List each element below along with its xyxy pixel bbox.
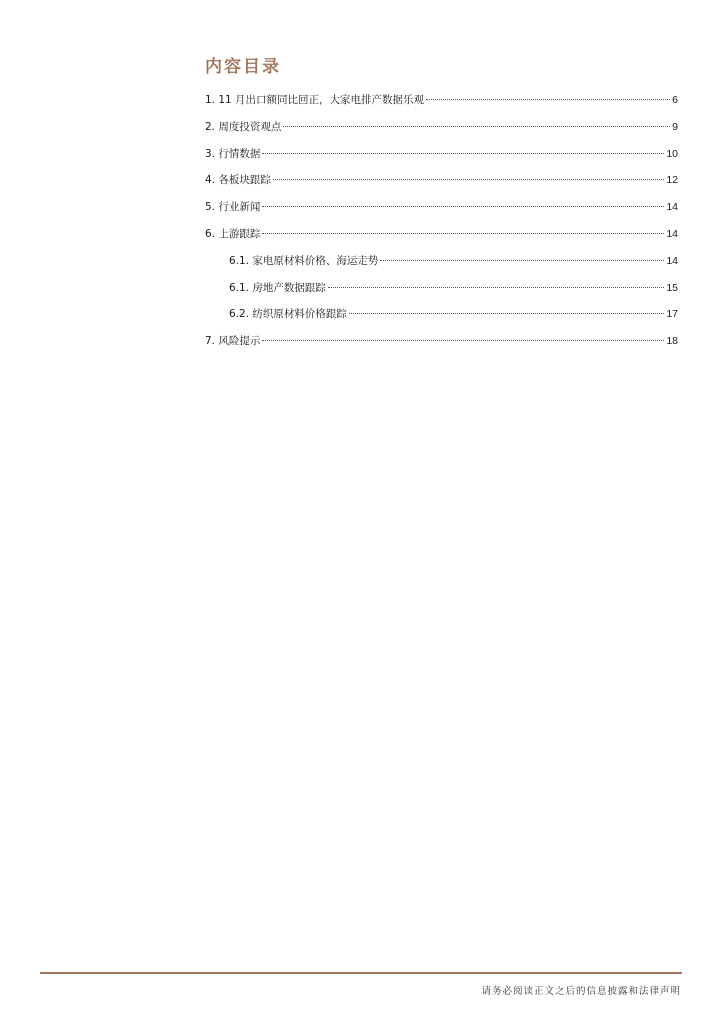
toc-entry[interactable] [205, 200, 678, 227]
toc-subentry[interactable] [205, 281, 678, 308]
toc-entry[interactable] [205, 120, 678, 147]
toc-dot-leader [273, 179, 664, 180]
toc-subentry[interactable] [205, 254, 678, 281]
toc-dot-leader [380, 260, 664, 261]
toc-entry[interactable] [205, 147, 678, 174]
toc-entry-label: 5. 行业新闻 [205, 201, 261, 214]
toc-entry-label: 7. 风险提示 [205, 335, 261, 348]
toc-dot-leader [262, 206, 664, 207]
toc-dot-leader [262, 340, 664, 341]
toc-entry-page: 10 [666, 147, 678, 160]
toc-dot-leader [262, 233, 664, 234]
toc-entry-label: 1. 11 月出口额同比回正，大家电排产数据乐观 [205, 94, 425, 106]
toc-entry-label: 3. 行情数据 [205, 147, 261, 160]
toc-entry[interactable] [205, 334, 678, 361]
toc-entry-label: 6.1. 家电原材料价格、海运走势 [229, 254, 379, 267]
toc-entry-label: 6. 上游跟踪 [205, 227, 261, 240]
toc-dot-leader [262, 153, 664, 154]
toc-entry-page: 9 [672, 120, 678, 133]
toc-entry-label: 4. 各板块跟踪 [205, 174, 271, 187]
toc-entry[interactable] [205, 173, 678, 200]
toc-list [205, 93, 678, 361]
toc-entry-page: 14 [666, 254, 678, 267]
toc-subentry[interactable] [205, 307, 678, 334]
toc-dot-leader [426, 99, 670, 100]
toc-entry-page: 15 [666, 281, 678, 294]
toc-dot-leader [283, 126, 670, 127]
footer-disclaimer: 请务必阅读正文之后的信息披露和法律声明 [481, 986, 681, 997]
toc-entry-page: 14 [666, 201, 678, 214]
toc-entry-page: 12 [666, 174, 678, 187]
toc-entry-label: 6.2. 纺织原材料价格跟踪 [229, 308, 347, 321]
toc-entry[interactable] [205, 93, 678, 120]
toc-entry-label: 6.1. 房地产数据跟踪 [229, 281, 326, 294]
toc-entry-page: 6 [672, 94, 678, 106]
toc-entry-page: 17 [666, 308, 678, 321]
footer-divider [40, 972, 682, 974]
toc-title: 内容目录 [205, 57, 281, 77]
toc-entry[interactable] [205, 227, 678, 254]
toc-entry-page: 18 [666, 335, 678, 348]
toc-entry-page: 14 [666, 227, 678, 240]
toc-dot-leader [349, 313, 664, 314]
toc-dot-leader [328, 287, 664, 288]
toc-entry-label: 2. 周度投资观点 [205, 120, 282, 133]
